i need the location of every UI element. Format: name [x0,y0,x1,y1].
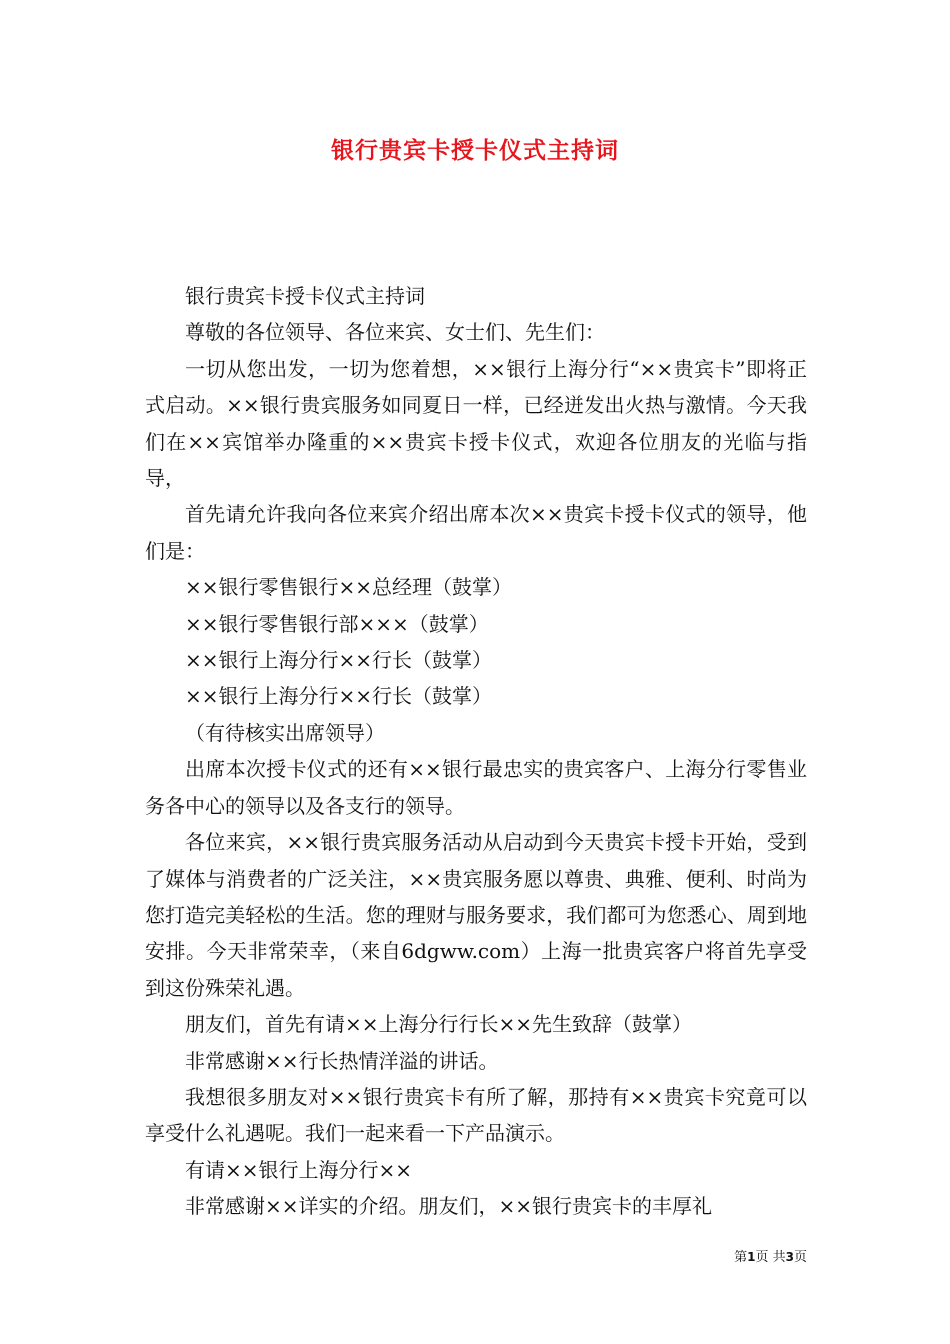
paragraph: ××银行零售银行部×××（鼓掌） [185,611,489,636]
total-pages-number: 3 [785,1250,794,1264]
paragraph: （有待核实出席领导） [185,720,385,745]
paragraph: 一切从您出发，一切为您着想，××银行上海分行“××贵宾卡”即将正式启动。××银行贵宾服务如同夏日一样，已经迸发出火热与激情。今天我们在××宾馆举办隆重的××贵宾卡授卡仪式，欢迎各位朋友的光临与指导， [145,356,807,491]
current-page-number: 1 [747,1250,756,1264]
paragraph: 出席本次授卡仪式的还有××银行最忠实的贵宾客户、上海分行零售业务各中心的领导以及各支行的领导。 [145,757,807,818]
paragraph: 银行贵宾卡授卡仪式主持词 [185,284,425,308]
paragraph: 各位来宾，××银行贵宾服务活动从启动到今天贵宾卡授卡开始，受到了媒体与消费者的广泛关注，××贵宾服务愿以尊贵、典雅、便利、时尚为您打造完美轻松的生活。您的理财与服务要求，我们都可为您悉心、周到地安排。今天非常荣幸，（来自6dgww.com）上海一批贵宾客户将首先享受到这份殊荣礼遇。 [145,830,807,1000]
paragraph: 首先请允许我向各位来宾介绍出席本次××贵宾卡授卡仪式的领导，他们是： [145,502,807,563]
paragraph: ××银行上海分行××行长（鼓掌） [185,684,493,709]
footer-middle: 页 共 [755,1250,786,1265]
footer-prefix: 第 [734,1250,748,1265]
paragraph: 尊敬的各位领导、各位来宾、女士们、先生们： [185,320,605,345]
paragraph: ××银行零售银行××总经理（鼓掌） [185,575,513,600]
page-footer [0,1246,807,1265]
paragraph: 我想很多朋友对××银行贵宾卡有所了解，那持有××贵宾卡究竟可以享受什么礼遇呢。我们一起来看一下产品演示。 [145,1084,807,1146]
paragraph: 有请××银行上海分行×× [185,1157,413,1182]
document-body [145,278,807,1225]
footer-suffix: 页 [793,1250,807,1265]
paragraph: 非常感谢××详实的介绍。朋友们，××银行贵宾卡的丰厚礼 [185,1194,713,1219]
paragraph: 朋友们，首先有请××上海分行行长××先生致辞（鼓掌） [185,1012,693,1037]
document-title: 银行贵宾卡授卡仪式主持词 [331,137,619,164]
paragraph: 非常感谢××行长热情洋溢的讲话。 [185,1048,499,1073]
paragraph: ××银行上海分行××行长（鼓掌） [185,648,493,673]
